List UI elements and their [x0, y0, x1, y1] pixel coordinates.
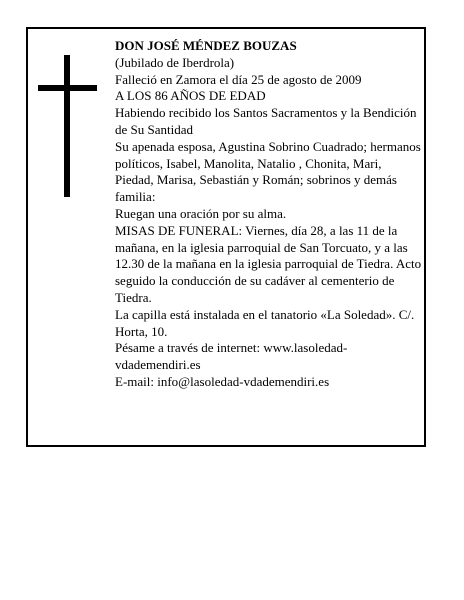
- cross-icon-horizontal-bar: [38, 85, 97, 91]
- condolences-web: Pésame a través de internet: www.lasoledad-vdademendiri.es: [115, 340, 348, 373]
- deceased-occupation: (Jubilado de Iberdrola): [115, 54, 235, 70]
- obituary-text-block: [115, 38, 422, 391]
- funeral-masses: MISAS DE FUNERAL: Viernes, día 28, a las 11 de la mañana, en la iglesia parroquial de San Torcuato, y a las 12.30 de la mañana en la iglesia parroquial de Tiedra. Acto seguido la conducción de su cadáver al cementerio de Tiedra.: [115, 222, 422, 305]
- age-line: A LOS 86 AÑOS DE EDAD: [115, 88, 266, 104]
- cross-icon-vertical-bar: [64, 55, 70, 197]
- contact-email: E-mail: info@lasoledad-vdademendiri.es: [115, 373, 330, 389]
- death-date-line: Falleció en Zamora el día 25 de agosto de 2009: [115, 71, 362, 87]
- prayer-request: Ruegan una oración por su alma.: [115, 205, 287, 221]
- chapel-location: La capilla está instalada en el tanatorio «La Soledad». C/. Horta, 10.: [115, 306, 415, 339]
- deceased-name: DON JOSÉ MÉNDEZ BOUZAS: [115, 38, 297, 53]
- family-list: Su apenada esposa, Agustina Sobrino Cuadrado; hermanos políticos, Isabel, Manolita, Natalio , Chonita, Mari, Piedad, Marisa, Sebastián y Román; sobrinos y demás familia:: [115, 138, 421, 205]
- sacraments-line: Habiendo recibido los Santos Sacramentos y la Bendición de Su Santidad: [115, 105, 417, 137]
